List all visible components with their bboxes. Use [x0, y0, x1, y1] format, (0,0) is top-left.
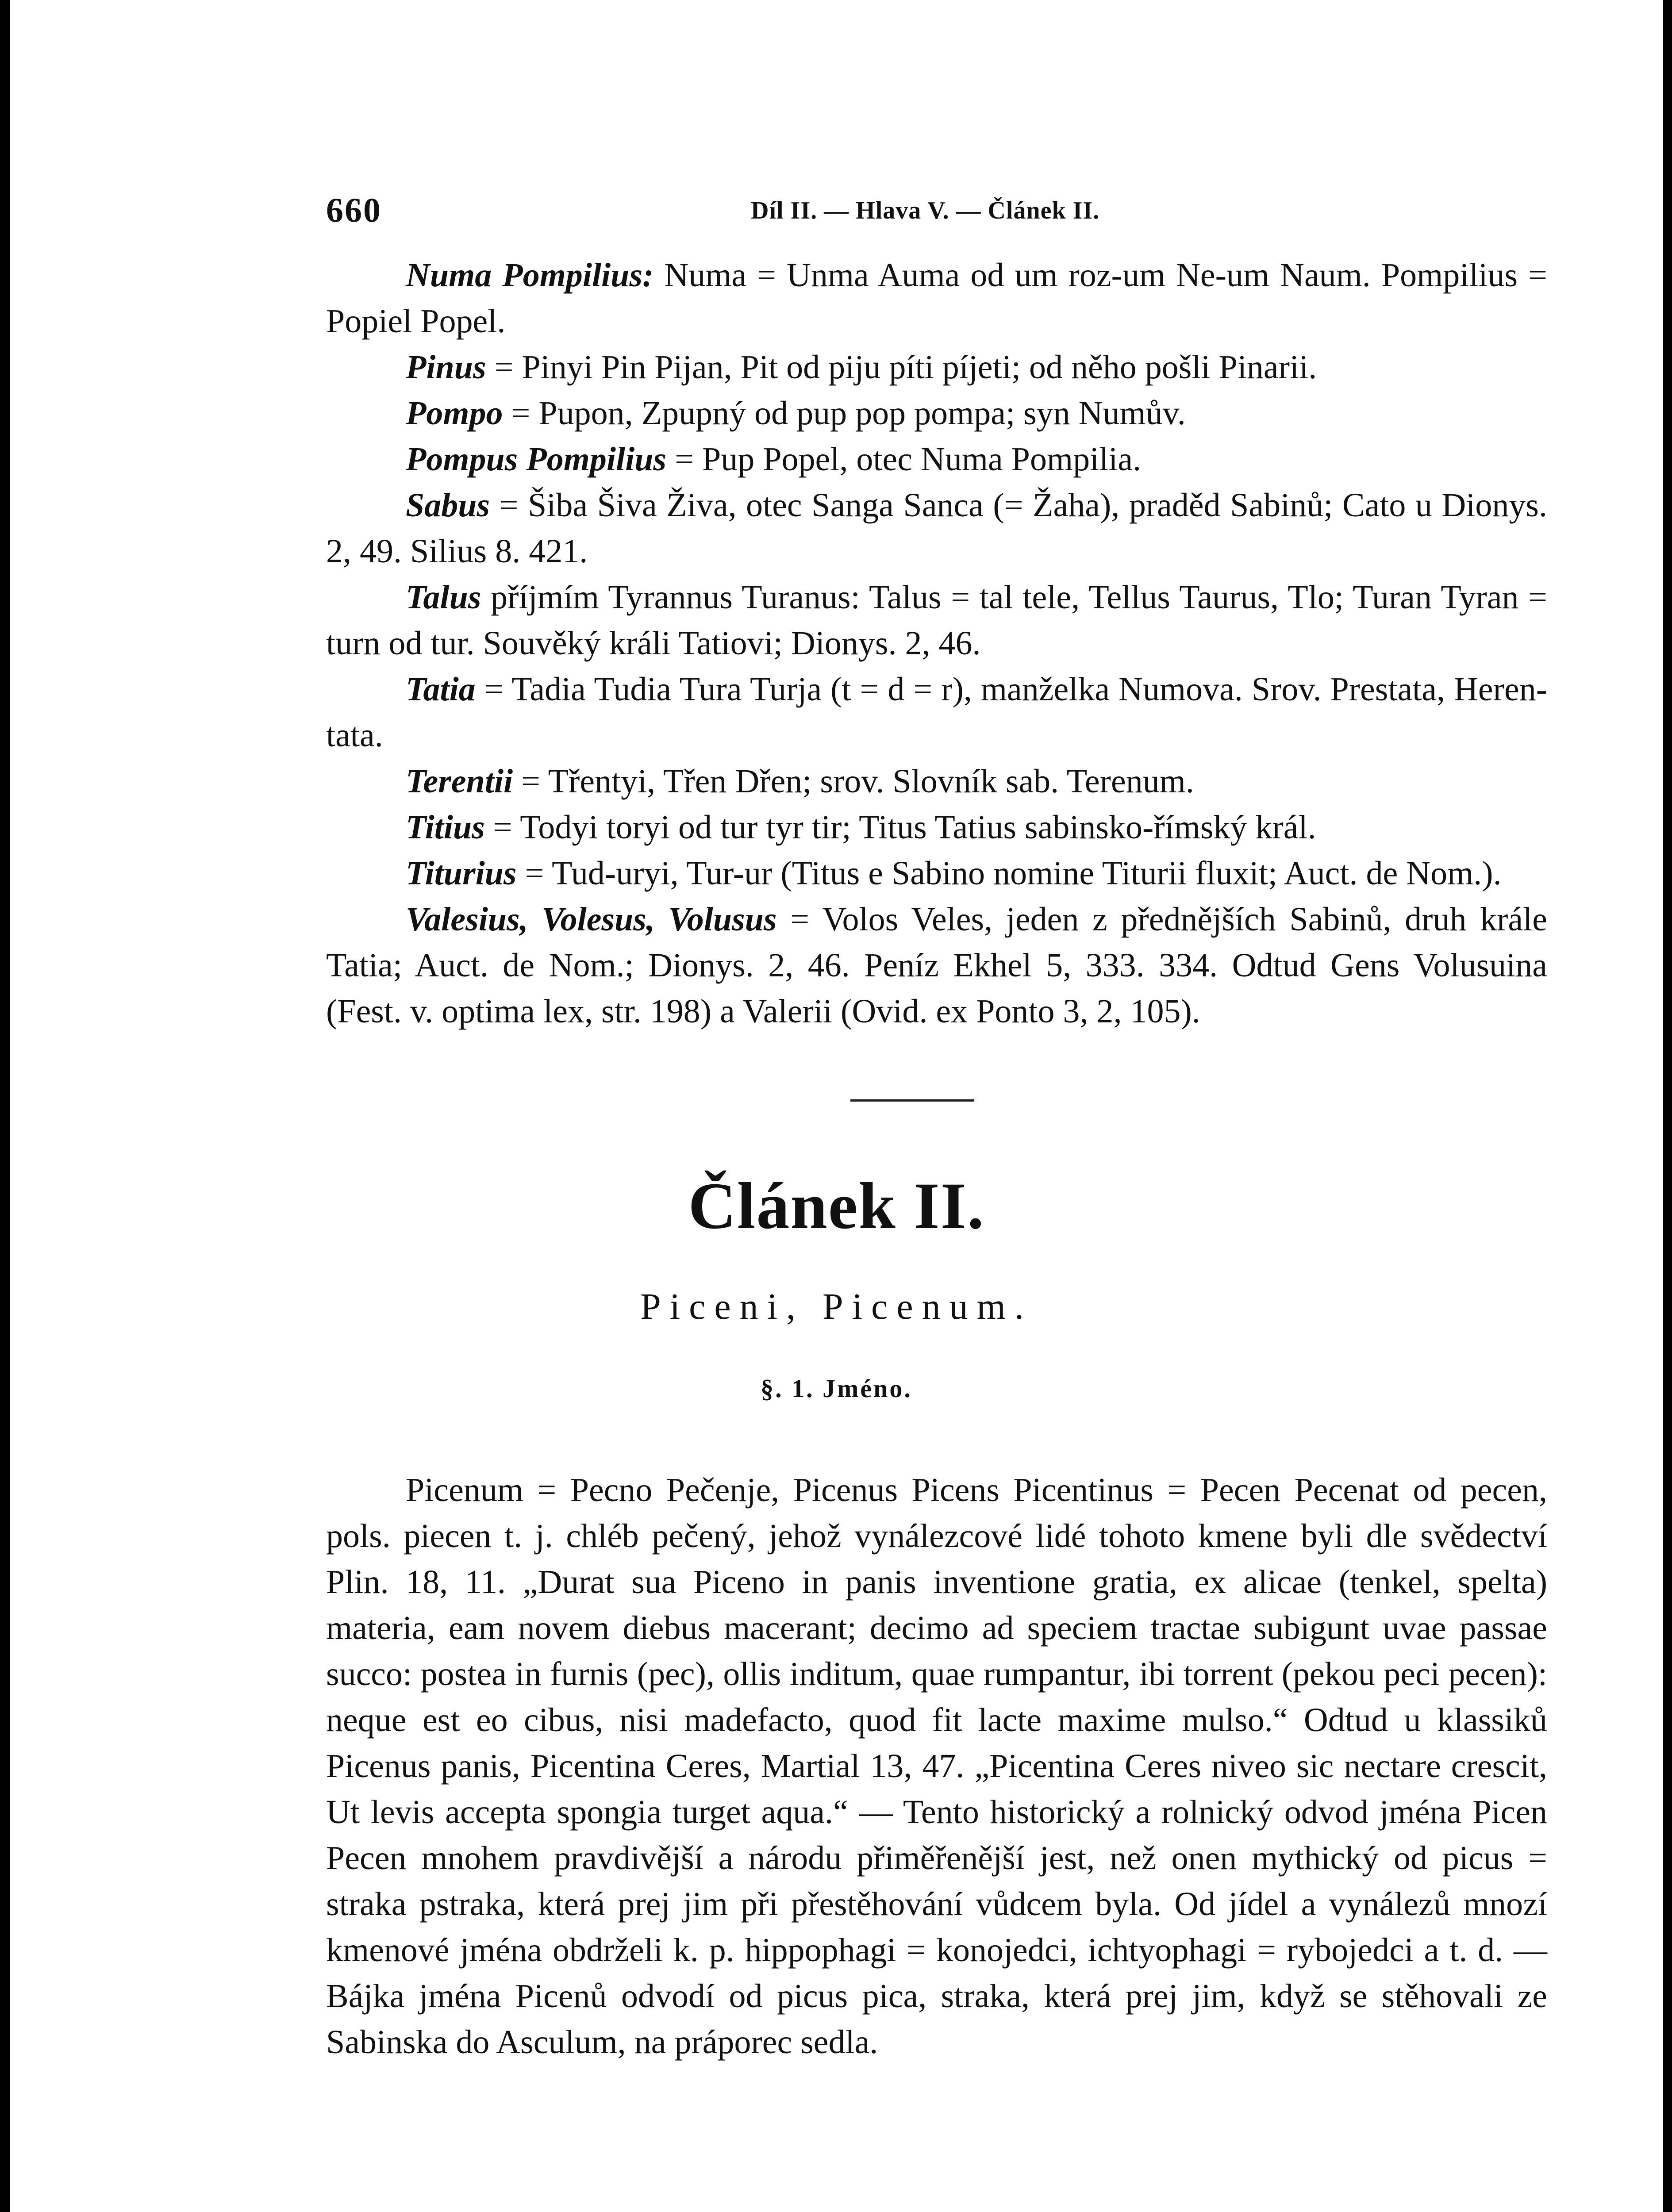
entry-term: Pinus	[406, 349, 486, 386]
section-divider	[850, 1099, 974, 1102]
entry-term: Pompus Pompilius	[406, 441, 667, 478]
entry-text: = Tadia Tudia Tura Turja (t = d = r), manželka Numova. Srov. Prestata, Heren-tata.	[326, 671, 1548, 754]
entry	[326, 482, 1547, 574]
section-heading: §. 1. Jméno.	[761, 1374, 912, 1403]
entry-term: Terentii	[406, 763, 513, 800]
entry-term: Tatia	[406, 671, 476, 708]
entry-term: Numa Pompilius:	[406, 257, 654, 294]
running-head: Díl II. — Hlava V. — Článek II.	[751, 197, 1100, 224]
entry-term: Talus	[406, 579, 481, 616]
entry-term: Valesius, Volesus, Volusus	[406, 901, 777, 938]
entry	[326, 436, 1547, 482]
entry	[326, 850, 1547, 896]
entry-term: Titius	[406, 809, 485, 846]
entry-text: příjmím Tyrannus Turanus: Talus = tal tele, Tellus Taurus, Tlo; Turan Tyran = turn od tur. Souvěký králi Tatiovi; Dionys. 2, 46.	[326, 579, 1548, 662]
entry-text: = Pup Popel, otec Numa Pompilia.	[675, 441, 1142, 478]
entry-text: = Volos Veles, jeden z přednějších Sabinů, druh krále Tatia; Auct. de Nom.; Dionys. 2, 46. Peníz Ekhel 5, 333. 334. Odtud Gens Volusuina (Fest. v. optima lex, str. 198) a Valerii (Ovid. ex Ponto 3, 2, 105).	[326, 901, 1548, 1030]
entry	[326, 666, 1547, 758]
entry-term: Titurius	[406, 855, 517, 892]
entry	[326, 574, 1547, 666]
glossary-entries	[326, 252, 1547, 1034]
chapter-subtitle: Piceni, Picenum.	[640, 1286, 1033, 1327]
body-paragraph: Picenum = Pecno Pečenje, Picenus Picens Picentinus = Pecen Pecenat od pecen, pols. piecen t. j. chléb pečený, jehož vynálezcové lidé tohoto kmene byli dle svědectví Plin. 18, 11. „Durat sua Piceno in panis inventione gratia, ex alicae (tenkel, spelta) materia, eam novem diebus macerant; decimo ad speciem tractae subigunt uvae passae succo: postea in furnis (pec), ollis inditum, quae rumpantur, ibi torrent (pekou peci pecen): neque est eo cibus, nisi madefacto, quod fit lacte maxime mulso.“ Odtud u klassiků Picenus panis, Picentina Ceres, Martial 13, 47. „Picentina Ceres niveo sic nectare crescit, Ut levis accepta spongia turget aqua.“ — Tento historický a rolnický odvod jména Picen Pecen mnohem pravdivější a národu přiměřenější jest, než onen mythický od picus = straka pstraka, která prej jim při přestěhování vůdcem byla. Od jídel a vynálezů mnozí kmenové jména obdrželi k. p. hippophagi = konojedci, ichtyophagi = rybojedci a t. d. — Bájka jména Picenů odvodí od picus pica, straka, která prej jim, když se stěhovali ze Sabinska do Asculum, na práporec sedla.	[326, 1471, 1547, 2061]
entry	[326, 758, 1547, 804]
entry	[326, 252, 1547, 344]
entry-text: Numa = Unma Auma od um roz-um Ne-um Naum. Pompilius = Popiel Popel.	[326, 257, 1548, 340]
entry-text: = Todyi toryi od tur tyr tir; Titus Tatius sabinsko-římský král.	[493, 809, 1316, 846]
chapter-title: Článek II.	[688, 1169, 985, 1243]
entry-text: = Třentyi, Třen Dřen; srov. Slovník sab. Terenum.	[521, 763, 1194, 800]
entry	[326, 804, 1547, 850]
page-header	[326, 190, 1565, 239]
entry	[326, 344, 1547, 390]
book-page	[10, 0, 1663, 2212]
entry-text: = Pinyi Pin Pijan, Pit od piju píti píjeti; od něho pošli Pinarii.	[494, 349, 1317, 386]
entry-text: = Tud-uryi, Tur-ur (Titus e Sabino nomine Titurii fluxit; Auct. de Nom.).	[525, 855, 1502, 892]
entry	[326, 390, 1547, 436]
entry	[326, 896, 1547, 1034]
entry-text: = Pupon, Zpupný od pup pop pompa; syn Numův.	[511, 395, 1186, 432]
entry-term: Pompo	[406, 395, 503, 432]
entry-term: Sabus	[406, 487, 490, 524]
page-number: 660	[326, 191, 382, 229]
entry-text: = Šiba Šiva Živa, otec Sanga Sanca (= Žaha), praděd Sabinů; Cato u Dionys. 2, 49. Silius 8. 421.	[326, 487, 1548, 570]
